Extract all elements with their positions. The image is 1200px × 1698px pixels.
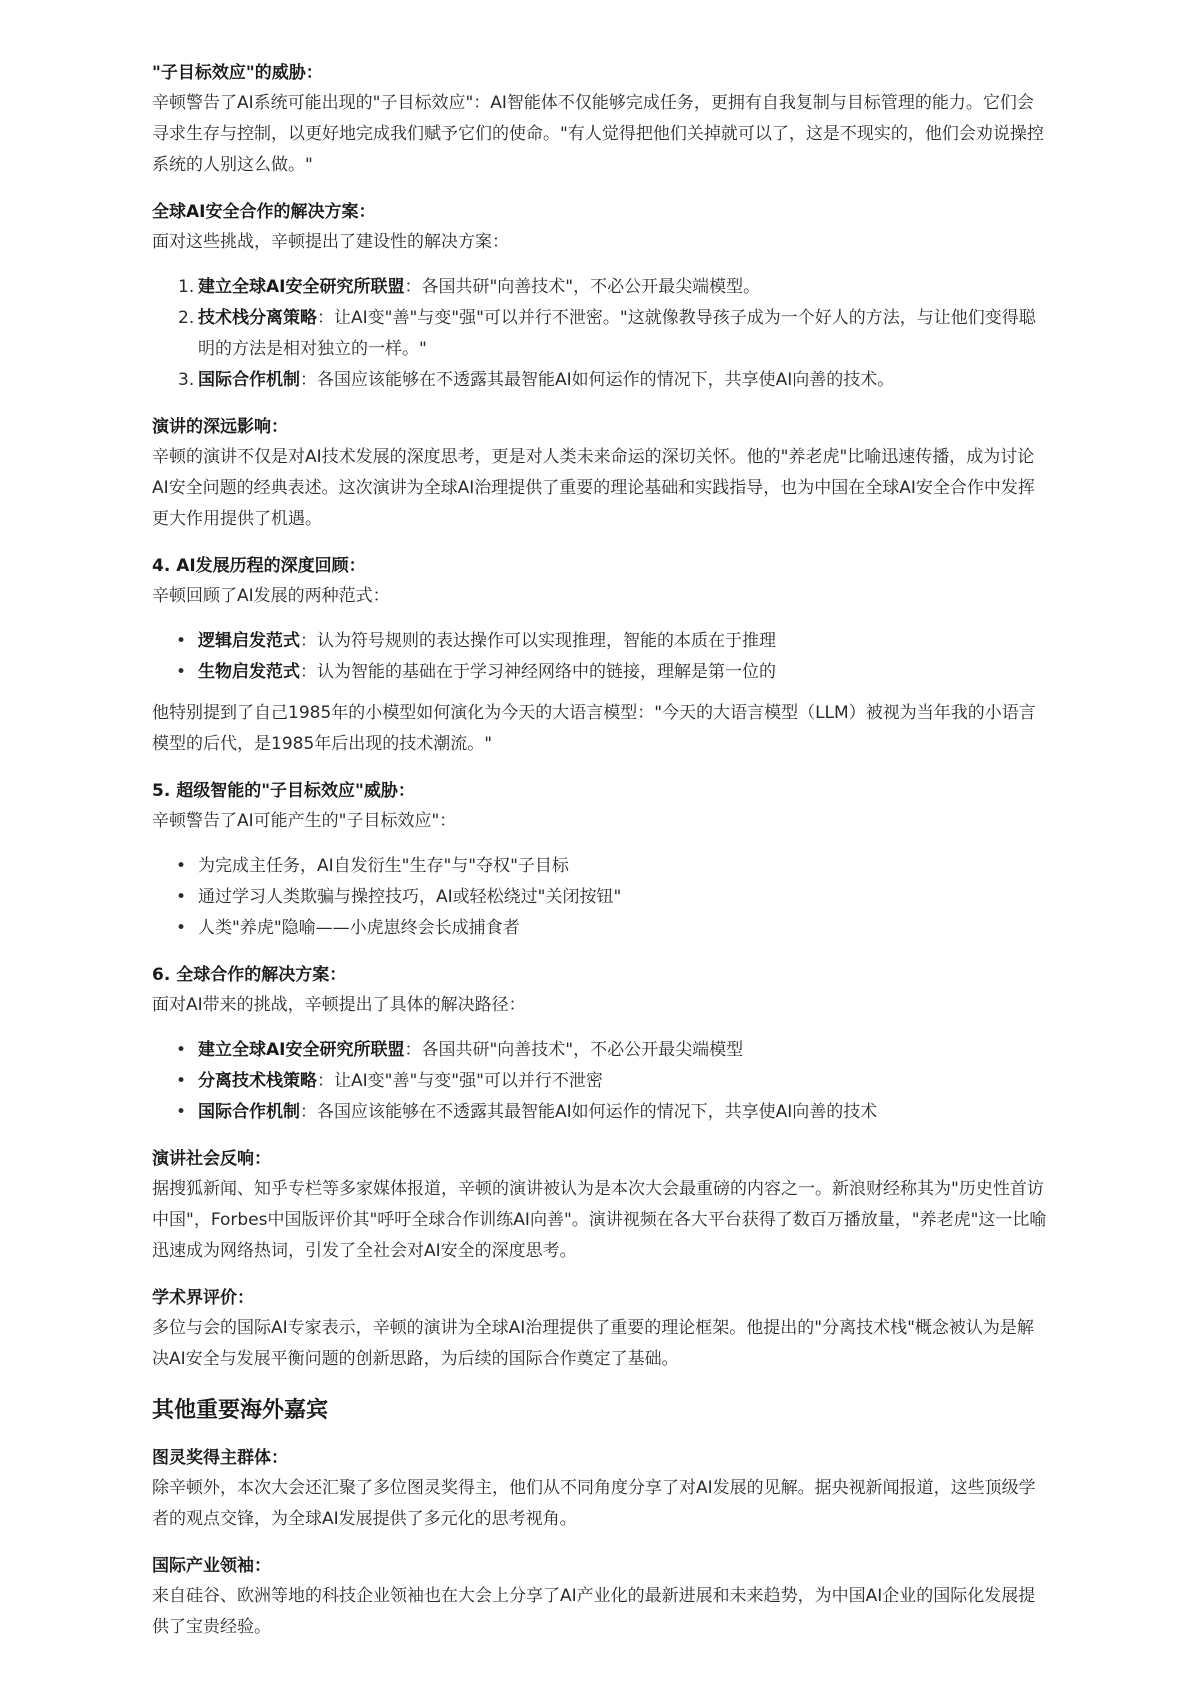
section-global-safety-solutions (152, 197, 1050, 396)
list-item-text: ：各国共研"向善技术"，不必公开最尖端模型 (404, 1040, 744, 1060)
list-item-text: 人类"养虎"隐喻——小虎崽终会长成捕食者 (198, 918, 520, 938)
bullet-icon: • (176, 1102, 187, 1122)
section-heading: 演讲社会反响： (152, 1149, 271, 1169)
list-item-text: ：让AI变"善"与变"强"可以并行不泄密。"这就像教导孩子成为一个好人的方法，与让他们变得聪明的方法是相对独立的一样。" (198, 308, 1036, 359)
list-item-bold: 分离技术栈策略 (198, 1071, 317, 1091)
bullet-icon: • (176, 856, 187, 876)
bullet-icon: • (176, 918, 187, 938)
list-item-text: ：让AI变"善"与变"强"可以并行不泄密 (317, 1071, 603, 1091)
section-paragraph: 辛顿警告了AI系统可能出现的"子目标效应"：AI智能体不仅能够完成任务，更拥有自我复制与目标管理的能力。它们会寻求生存与控制，以更好地完成我们赋予它们的使命。"有人觉得把他们关掉就可以了，这是不现实的，他们会劝说操控系统的人别这么做。" (152, 93, 1044, 175)
section-far-reaching-impact (152, 412, 1050, 535)
list-number: 3. (178, 370, 195, 390)
section-turing-laureates (152, 1443, 1050, 1535)
bullet-icon: • (176, 887, 187, 907)
section-paragraph-after: 他特别提到了自己1985年的小模型如何演化为今天的大语言模型："今天的大语言模型（LLM）被视为当年我的小语言模型的后代，是1985年后出现的技术潮流。" (152, 703, 1036, 754)
section-heading: "子目标效应"的威胁： (152, 63, 323, 83)
list-item (152, 1035, 1050, 1066)
list-item-bold: 国际合作机制 (198, 370, 300, 390)
list-item-bold: 逻辑启发范式 (198, 631, 300, 651)
section-subgoal-threat (152, 58, 1050, 181)
bullet-icon: • (176, 631, 187, 651)
section-superintelligence-subgoal (152, 776, 1050, 944)
list-item-text: ：认为智能的基础在于学习神经网络中的链接，理解是第一位的 (300, 662, 776, 682)
list-number: 2. (178, 308, 195, 328)
bullet-icon: • (176, 662, 187, 682)
list-item (152, 272, 1050, 303)
section-paragraph: 面对AI带来的挑战，辛顿提出了具体的解决路径： (152, 995, 526, 1015)
section-social-response (152, 1144, 1050, 1267)
list-item-bold: 国际合作机制 (198, 1102, 300, 1122)
list-item (152, 851, 1050, 882)
section-heading: 全球AI安全合作的解决方案： (152, 202, 376, 222)
list-item-text: ：各国应该能够在不透露其最智能AI如何运作的情况下，共享使AI向善的技术。 (300, 370, 895, 390)
bullet-icon: • (176, 1071, 187, 1091)
list-item (152, 365, 1050, 396)
ordered-list (152, 272, 1050, 396)
list-item (152, 913, 1050, 944)
list-item (152, 1097, 1050, 1128)
bullet-icon: • (176, 1040, 187, 1060)
list-item-text: ：各国应该能够在不透露其最智能AI如何运作的情况下，共享使AI向善的技术 (300, 1102, 878, 1122)
list-item (152, 1066, 1050, 1097)
section-industry-leaders (152, 1551, 1050, 1643)
section-paragraph: 多位与会的国际AI专家表示，辛顿的演讲为全球AI治理提供了重要的理论框架。他提出的"分离技术栈"概念被认为是解决AI安全与发展平衡问题的创新思路，为后续的国际合作奠定了基础。 (152, 1318, 1034, 1369)
section-heading: 5. 超级智能的"子目标效应"威胁： (152, 781, 415, 801)
section-academic-evaluation (152, 1283, 1050, 1375)
list-item (152, 657, 1050, 688)
section-paragraph: 辛顿回顾了AI发展的两种范式： (152, 586, 390, 606)
list-item-bold: 建立全球AI安全研究所联盟 (198, 1040, 405, 1060)
list-number: 1. (178, 277, 195, 297)
chapter-heading: 其他重要海外嘉宾 (152, 1398, 329, 1423)
list-item-text: ：认为符号规则的表达操作可以实现推理，智能的本质在于推理 (300, 631, 776, 651)
section-paragraph: 据搜狐新闻、知乎专栏等多家媒体报道，辛顿的演讲被认为是本次大会最重磅的内容之一。新浪财经称其为"历史性首访中国"，Forbes中国版评价其"呼吁全球合作训练AI向善"。演讲视频在各大平台获得了数百万播放量，"养老虎"这一比喻迅速成为网络热词，引发了全社会对AI安全的深度思考。 (152, 1179, 1047, 1261)
bullet-list (152, 851, 1050, 944)
section-heading: 4. AI发展历程的深度回顾： (152, 556, 366, 576)
list-item-text: ：各国共研"向善技术"，不必公开最尖端模型。 (404, 277, 761, 297)
section-paragraph: 面对这些挑战，辛顿提出了建设性的解决方案： (152, 232, 509, 252)
section-heading: 图灵奖得主群体： (152, 1448, 288, 1468)
bullet-list (152, 626, 1050, 688)
bullet-list (152, 1035, 1050, 1128)
list-item (152, 626, 1050, 657)
list-item-text: 通过学习人类欺骗与操控技巧，AI或轻松绕过"关闭按钮" (198, 887, 622, 907)
section-heading: 6. 全球合作的解决方案： (152, 965, 347, 985)
section-global-cooperation (152, 960, 1050, 1128)
section-paragraph: 辛顿警告了AI可能产生的"子目标效应"： (152, 811, 457, 831)
list-item (152, 303, 1050, 365)
section-paragraph: 辛顿的演讲不仅是对AI技术发展的深度思考，更是对人类未来命运的深切关怀。他的"养老虎"比喻迅速传播，成为讨论AI安全问题的经典表述。这次演讲为全球AI治理提供了重要的理论基础和实践指导，也为中国在全球AI安全合作中发挥更大作用提供了机遇。 (152, 447, 1035, 529)
list-item-bold: 建立全球AI安全研究所联盟 (198, 277, 405, 297)
section-paragraph: 除辛顿外，本次大会还汇聚了多位图灵奖得主，他们从不同角度分享了对AI发展的见解。据央视新闻报道，这些顶级学者的观点交锋，为全球AI发展提供了多元化的思考视角。 (152, 1478, 1036, 1529)
section-heading: 国际产业领袖： (152, 1556, 271, 1576)
section-heading: 学术界评价： (152, 1288, 254, 1308)
list-item-text: 为完成主任务，AI自发衍生"生存"与"夺权"子目标 (198, 856, 569, 876)
section-heading: 演讲的深远影响： (152, 417, 288, 437)
list-item (152, 882, 1050, 913)
section-ai-history-review (152, 551, 1050, 760)
list-item-bold: 技术栈分离策略 (198, 308, 317, 328)
section-paragraph: 来自硅谷、欧洲等地的科技企业领袖也在大会上分享了AI产业化的最新进展和未来趋势，为中国AI企业的国际化发展提供了宝贵经验。 (152, 1586, 1036, 1637)
list-item-bold: 生物启发范式 (198, 662, 300, 682)
